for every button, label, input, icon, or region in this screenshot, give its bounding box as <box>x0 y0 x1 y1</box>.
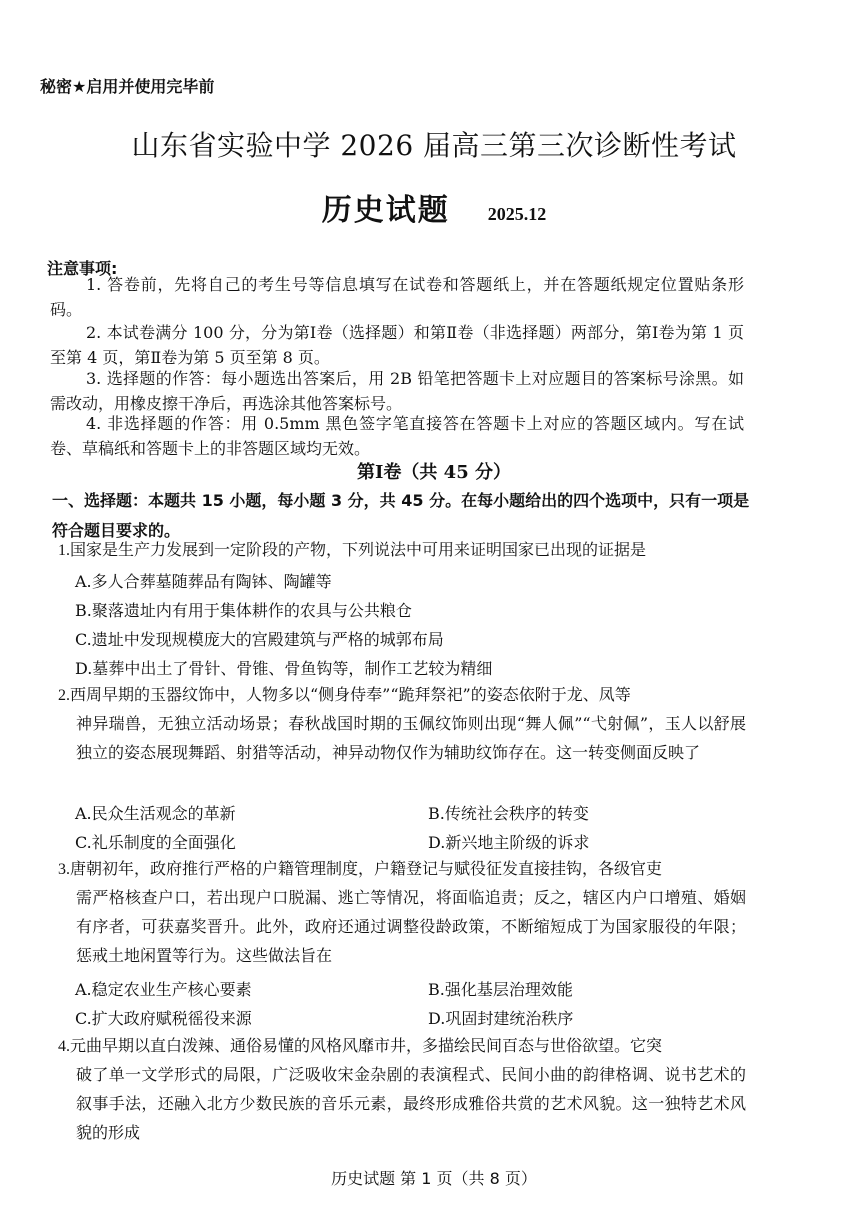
page-footer: 历史试题 第 1 页（共 8 页） <box>331 1169 537 1188</box>
exam-date: 2025.12 <box>487 204 547 224</box>
question-1-option-d: D.墓葬中出土了骨针、骨锥、骨鱼钩等，制作工艺较为精细 <box>75 659 493 678</box>
question-3-text: 唐朝初年，政府推行严格的户籍管理制度，户籍登记与赋役征发直接挂钩，各级官吏 <box>70 859 663 878</box>
question-3-option-b: B.强化基层治理效能 <box>428 980 573 999</box>
question-2-continuation: 神异瑞兽，无独立活动场景；春秋战国时期的玉佩纹饰则出现“舞人佩”“弋射佩”，玉人以舒展独立的姿态展现舞蹈、射猎等活动，神异动物仅作为辅助纹饰存在。这一转变侧面反映了 <box>76 714 746 762</box>
question-3-number: 3. <box>58 861 70 878</box>
question-1-text: 国家是生产力发展到一定阶段的产物，下列说法中可用来证明国家已出现的证据是 <box>70 540 647 559</box>
confidential-label: 秘密★启用并使用完毕前 <box>40 77 215 96</box>
notice-heading: 注意事项: <box>47 259 118 278</box>
question-3-option-c: C.扩大政府赋税徭役来源 <box>75 1009 252 1028</box>
notice-item-1: 1. 答卷前，先将自己的考生号等信息填写在试卷和答题纸上，并在答题纸规定位置贴条形码。 <box>50 275 744 319</box>
question-4-number: 4. <box>58 1038 70 1055</box>
notice-item-3: 3. 选择题的作答：每小题选出答案后，用 2B 铅笔把答题卡上对应题目的答案标号涂黑。如需改动，用橡皮擦干净后，再选涂其他答案标号。 <box>50 369 744 413</box>
question-3-option-a: A.稳定农业生产核心要素 <box>75 980 252 999</box>
question-2-option-d: D.新兴地主阶级的诉求 <box>428 833 590 852</box>
subject-title: 历史试题 <box>321 193 450 228</box>
question-2-option-c: C.礼乐制度的全面强化 <box>75 833 236 852</box>
question-1-option-b: B.聚落遗址内有用于集体耕作的农具与公共粮仓 <box>75 601 412 620</box>
question-3-option-d: D.巩固封建统治秩序 <box>428 1009 574 1028</box>
question-2-option-b: B.传统社会秩序的转变 <box>428 804 589 823</box>
notice-item-2: 2. 本试卷满分 100 分，分为第Ⅰ卷（选择题）和第Ⅱ卷（非选择题）两部分，第Ⅰ卷为第 1 页至第 4 页，第Ⅱ卷为第 5 页至第 8 页。 <box>50 323 744 367</box>
mc-instruction: 一、选择题：本题共 15 小题，每小题 3 分，共 45 分。在每小题给出的四个选项中，只有一项是符合题目要求的。 <box>52 491 750 540</box>
question-1-option-c: C.遗址中发现规模庞大的宫殿建筑与严格的城郭布局 <box>75 630 444 649</box>
question-1-stem <box>58 535 758 565</box>
question-2-text: 西周早期的玉器纹饰中，人物多以“侧身侍奉”“跪拜祭祀”的姿态依附于龙、凤等 <box>70 685 631 704</box>
question-4-text: 元曲早期以直白泼辣、通俗易懂的风格风靡市井，多描绘民间百态与世俗欲望。它突 <box>70 1036 663 1055</box>
question-2-number: 2. <box>58 687 70 704</box>
question-2-stem <box>58 680 758 710</box>
question-1-option-a: A.多人合葬墓随葬品有陶钵、陶罐等 <box>75 572 332 591</box>
question-1-number: 1. <box>58 542 70 559</box>
question-3-continuation: 需严格核查户口，若出现户口脱漏、逃亡等情况，将面临追责；反之，辖区内户口增殖、婚姻有序者，可获嘉奖晋升。此外，政府还通过调整役龄政策，不断缩短成丁为国家服役的年限；惩戒土地闲置等行为。这些做法旨在 <box>76 888 746 965</box>
notice-item-4: 4. 非选择题的作答：用 0.5mm 黑色签字笔直接答在答题卡上对应的答题区域内。写在试卷、草稿纸和答题卡上的非答题区域均无效。 <box>50 414 744 458</box>
exam-title: 山东省实验中学 2026 届高三第三次诊断性考试 <box>131 129 737 162</box>
section-title: 第Ⅰ卷（共 45 分） <box>356 462 511 483</box>
subject-row <box>0 185 868 229</box>
question-4-continuation: 破了单一文学形式的局限，广泛吸收宋金杂剧的表演程式、民间小曲的韵律格调、说书艺术的叙事手法，还融入北方少数民族的音乐元素，最终形成雅俗共赏的艺术风貌。这一独特艺术风貌的形成 <box>76 1065 746 1142</box>
question-4-stem <box>58 1031 758 1061</box>
question-3-stem <box>58 854 758 884</box>
question-2-option-a: A.民众生活观念的革新 <box>75 804 236 823</box>
